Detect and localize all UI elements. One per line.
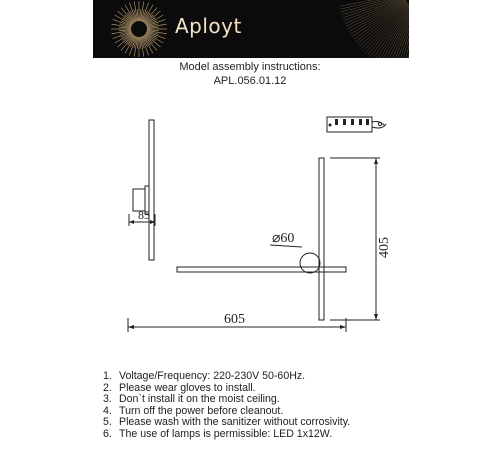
instruction-number: 5. bbox=[103, 416, 112, 429]
brand-logo-text: Aployt bbox=[175, 14, 242, 38]
terminal-block bbox=[327, 117, 372, 132]
globe-shade bbox=[300, 253, 320, 273]
instruction-number: 3. bbox=[103, 393, 112, 406]
instruction-text: The use of lamps is permissible: LED 1x12W. bbox=[119, 427, 333, 440]
instruction-text: Don`t install it on the moist ceiling. bbox=[119, 393, 280, 406]
instruction-item bbox=[103, 429, 350, 441]
model-number: APL.056.01.12 bbox=[213, 75, 287, 87]
front-view-horizontal-bar bbox=[177, 267, 346, 272]
width-dimension-label: 605 bbox=[224, 312, 245, 327]
instruction-number: 6. bbox=[103, 427, 112, 440]
instruction-text: Please wear gloves to install. bbox=[119, 381, 256, 394]
instruction-text: Turn off the power before cleanout. bbox=[119, 404, 284, 417]
instructions-list bbox=[103, 371, 350, 441]
depth-dimension-label: 85 bbox=[138, 208, 150, 222]
side-view-bar bbox=[149, 120, 154, 260]
instruction-number: 4. bbox=[103, 404, 112, 417]
front-view-vertical-bar bbox=[319, 158, 324, 320]
instruction-text: Please wash with the sanitizer without corrosivity. bbox=[119, 416, 351, 429]
diameter-dimension-label: ⌀60 bbox=[272, 231, 295, 246]
terminal-screws bbox=[329, 119, 370, 127]
document-title: Model assembly instructions: bbox=[179, 61, 321, 73]
instruction-text: Voltage/Frequency: 220-230V 50-60Hz. bbox=[119, 370, 306, 382]
instruction-number: 2. bbox=[103, 381, 112, 394]
height-dimension-label: 405 bbox=[377, 237, 392, 258]
instruction-number: 1. bbox=[103, 370, 112, 382]
